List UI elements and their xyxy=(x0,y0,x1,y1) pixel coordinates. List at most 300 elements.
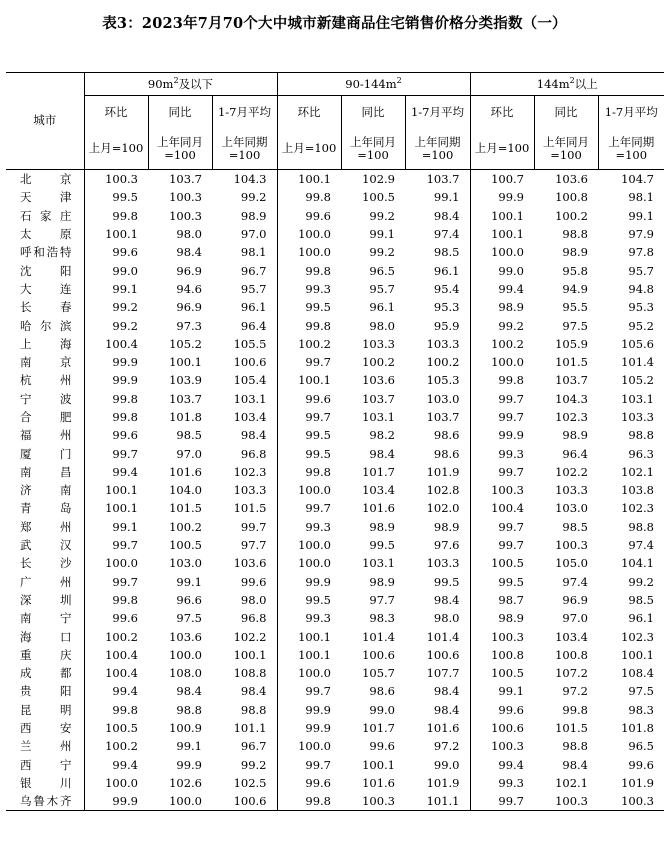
value-cell: 99.5 xyxy=(498,574,524,589)
value-cell: 98.9 xyxy=(369,519,395,534)
city-cell: 青岛 xyxy=(6,499,84,517)
city-cell: 天津 xyxy=(6,188,84,206)
value-cell: 99.1 xyxy=(369,227,395,242)
table-row xyxy=(6,609,664,627)
value-cell: 97.8 xyxy=(628,245,654,260)
table-row xyxy=(6,792,664,811)
table-row xyxy=(6,774,664,792)
city-cell: 厦门 xyxy=(6,444,84,462)
value-cell: 99.7 xyxy=(498,410,524,424)
value-cell: 99.7 xyxy=(498,464,524,479)
table-row xyxy=(6,701,664,719)
value-cell: 99.5 xyxy=(369,538,395,553)
value-cell: 100.2 xyxy=(105,629,138,644)
value-cell: 100.6 xyxy=(212,792,277,811)
value-cell: 105.4 xyxy=(212,371,277,389)
value-cell: 100.9 xyxy=(169,721,202,736)
value-cell: 96.1 xyxy=(405,261,470,279)
value-cell: 94.6 xyxy=(176,281,202,296)
value-cell: 96.8 xyxy=(212,609,277,627)
value-cell: 100.0 xyxy=(491,355,524,370)
value-cell: 102.6 xyxy=(169,775,202,790)
value-cell: 100.0 xyxy=(298,666,331,681)
city-cell: 呼和浩特 xyxy=(6,243,84,261)
city-cell: 上海 xyxy=(6,335,84,353)
value-cell: 101.7 xyxy=(362,721,395,736)
value-cell: 95.3 xyxy=(405,298,470,316)
value-cell: 99.7 xyxy=(305,355,331,370)
table-row xyxy=(6,316,664,334)
value-cell: 100.1 xyxy=(362,757,395,772)
table-row xyxy=(6,371,664,389)
value-cell: 100.1 xyxy=(298,373,331,388)
value-cell: 97.9 xyxy=(628,227,654,242)
value-cell: 98.2 xyxy=(369,428,395,443)
value-cell: 97.6 xyxy=(405,536,470,554)
value-cell: 99.0 xyxy=(369,702,395,717)
value-cell: 98.0 xyxy=(212,591,277,609)
value-cell: 103.1 xyxy=(212,390,277,408)
table-row xyxy=(6,390,664,408)
value-cell: 95.2 xyxy=(628,318,654,333)
value-cell: 99.8 xyxy=(112,410,138,424)
value-cell: 99.7 xyxy=(498,538,524,553)
value-cell: 98.9 xyxy=(498,611,524,626)
value-cell: 100.0 xyxy=(298,227,331,242)
city-cell: 哈尔滨 xyxy=(6,316,84,334)
value-cell: 99.2 xyxy=(369,208,395,223)
value-cell: 99.8 xyxy=(277,792,341,811)
table-row xyxy=(6,664,664,682)
value-cell: 97.3 xyxy=(176,318,202,333)
city-cell: 郑州 xyxy=(6,518,84,536)
value-cell: 101.1 xyxy=(212,719,277,737)
value-cell: 103.6 xyxy=(362,373,395,388)
value-cell: 96.3 xyxy=(628,446,654,461)
value-cell: 103.1 xyxy=(362,556,395,571)
value-cell: 100.1 xyxy=(105,227,138,242)
value-cell: 103.7 xyxy=(405,170,470,189)
city-header: 城市 xyxy=(6,73,84,170)
value-cell: 102.1 xyxy=(621,464,654,479)
value-cell: 100.2 xyxy=(169,519,202,534)
value-cell: 107.7 xyxy=(405,664,470,682)
value-cell: 96.9 xyxy=(176,263,202,278)
city-cell: 宁波 xyxy=(6,390,84,408)
value-cell: 99.7 xyxy=(305,501,331,516)
column-header: 环比 xyxy=(470,96,534,130)
value-cell: 100.5 xyxy=(491,666,524,681)
value-cell: 96.5 xyxy=(628,739,654,754)
value-cell: 99.9 xyxy=(305,721,331,736)
value-cell: 96.9 xyxy=(176,300,202,315)
value-cell: 100.2 xyxy=(298,336,331,351)
value-cell: 98.4 xyxy=(212,682,277,700)
table-body xyxy=(6,170,664,811)
value-cell: 100.1 xyxy=(105,501,138,516)
value-cell: 99.7 xyxy=(212,518,277,536)
value-cell: 98.4 xyxy=(562,757,588,772)
value-cell: 101.6 xyxy=(362,775,395,790)
value-cell: 100.5 xyxy=(169,538,202,553)
city-cell: 石家庄 xyxy=(6,207,84,225)
value-cell: 97.0 xyxy=(562,611,588,626)
value-cell: 100.0 xyxy=(105,775,138,790)
value-cell: 100.3 xyxy=(341,792,405,811)
table-row xyxy=(6,298,664,316)
value-cell: 95.7 xyxy=(212,280,277,298)
value-cell: 99.0 xyxy=(498,263,524,278)
value-cell: 100.3 xyxy=(169,208,202,223)
table-row xyxy=(6,756,664,774)
value-cell: 98.0 xyxy=(405,609,470,627)
value-cell: 99.1 xyxy=(112,519,138,534)
value-cell: 103.7 xyxy=(555,373,588,388)
value-cell: 103.3 xyxy=(621,410,654,424)
value-cell: 95.9 xyxy=(405,316,470,334)
value-cell: 99.8 xyxy=(305,464,331,479)
value-cell: 100.0 xyxy=(298,245,331,260)
value-cell: 103.4 xyxy=(362,483,395,498)
value-cell: 100.3 xyxy=(105,172,138,187)
value-cell: 99.1 xyxy=(176,574,202,589)
value-cell: 100.2 xyxy=(362,355,395,370)
value-cell: 99.8 xyxy=(112,592,138,607)
value-cell: 100.1 xyxy=(491,208,524,223)
value-cell: 108.0 xyxy=(169,666,202,681)
value-cell: 100.2 xyxy=(491,336,524,351)
value-cell: 105.9 xyxy=(555,336,588,351)
value-cell: 103.9 xyxy=(169,373,202,388)
value-cell: 103.6 xyxy=(169,629,202,644)
city-cell: 昆明 xyxy=(6,701,84,719)
value-cell: 99.6 xyxy=(112,245,138,260)
value-cell: 104.1 xyxy=(621,556,654,571)
value-cell: 102.3 xyxy=(555,410,588,424)
value-cell: 100.5 xyxy=(491,556,524,571)
value-cell: 102.2 xyxy=(212,627,277,645)
value-cell: 100.1 xyxy=(298,172,331,187)
value-cell: 102.9 xyxy=(362,172,395,187)
value-cell: 98.9 xyxy=(498,300,524,315)
city-cell: 北京 xyxy=(6,170,84,189)
value-cell: 96.8 xyxy=(212,444,277,462)
value-cell: 94.9 xyxy=(562,281,588,296)
city-cell: 重庆 xyxy=(6,646,84,664)
table-row xyxy=(6,737,664,755)
value-cell: 101.6 xyxy=(362,501,395,516)
base-header: 上年同月=100 xyxy=(148,129,212,170)
value-cell: 103.4 xyxy=(212,408,277,426)
value-cell: 98.9 xyxy=(369,574,395,589)
value-cell: 98.8 xyxy=(628,428,654,443)
value-cell: 99.6 xyxy=(369,739,395,754)
city-cell: 成都 xyxy=(6,664,84,682)
city-cell: 大连 xyxy=(6,280,84,298)
value-cell: 98.4 xyxy=(369,446,395,461)
city-cell: 西安 xyxy=(6,719,84,737)
value-cell: 100.0 xyxy=(148,792,212,811)
value-cell: 103.3 xyxy=(212,481,277,499)
value-cell: 97.2 xyxy=(562,684,588,699)
value-cell: 101.5 xyxy=(212,499,277,517)
value-cell: 98.3 xyxy=(369,611,395,626)
value-cell: 97.7 xyxy=(212,536,277,554)
value-cell: 99.5 xyxy=(305,300,331,315)
table-row xyxy=(6,188,664,206)
value-cell: 99.1 xyxy=(176,739,202,754)
table-row xyxy=(6,536,664,554)
value-cell: 99.9 xyxy=(305,702,331,717)
value-cell: 96.1 xyxy=(212,298,277,316)
value-cell: 95.5 xyxy=(562,300,588,315)
table-row xyxy=(6,646,664,664)
value-cell: 99.8 xyxy=(498,373,524,388)
value-cell: 103.3 xyxy=(405,554,470,572)
value-cell: 100.0 xyxy=(298,739,331,754)
table-row xyxy=(6,353,664,371)
header-group-row xyxy=(6,73,664,96)
value-cell: 99.8 xyxy=(562,702,588,717)
value-cell: 103.7 xyxy=(405,408,470,426)
table-row xyxy=(6,207,664,225)
value-cell: 102.2 xyxy=(555,464,588,479)
value-cell: 96.1 xyxy=(628,611,654,626)
value-cell: 99.7 xyxy=(112,538,138,553)
value-cell: 103.7 xyxy=(169,391,202,406)
value-cell: 101.8 xyxy=(169,410,202,424)
value-cell: 100.7 xyxy=(491,172,524,187)
value-cell: 96.7 xyxy=(212,737,277,755)
value-cell: 98.8 xyxy=(562,227,588,242)
city-cell: 福州 xyxy=(6,426,84,444)
city-cell: 南京 xyxy=(6,353,84,371)
value-cell: 99.7 xyxy=(498,391,524,406)
group-header-small: $90m^2$及以下 xyxy=(84,73,277,96)
table-row xyxy=(6,261,664,279)
value-cell: 98.9 xyxy=(212,207,277,225)
city-cell: 济南 xyxy=(6,481,84,499)
value-cell: 98.6 xyxy=(405,426,470,444)
value-cell: 98.6 xyxy=(405,444,470,462)
value-cell: 99.6 xyxy=(305,775,331,790)
value-cell: 97.5 xyxy=(176,611,202,626)
column-header: 1-7月平均 xyxy=(212,96,277,130)
value-cell: 100.1 xyxy=(105,483,138,498)
value-cell: 100.4 xyxy=(105,666,138,681)
value-cell: 98.0 xyxy=(369,318,395,333)
value-cell: 100.6 xyxy=(212,353,277,371)
value-cell: 104.3 xyxy=(212,170,277,189)
value-cell: 99.9 xyxy=(498,428,524,443)
city-cell: 合肥 xyxy=(6,408,84,426)
value-cell: 97.0 xyxy=(212,225,277,243)
value-cell: 102.0 xyxy=(405,499,470,517)
value-cell: 100.1 xyxy=(621,647,654,662)
value-cell: 99.3 xyxy=(498,446,524,461)
value-cell: 101.5 xyxy=(555,355,588,370)
table-row xyxy=(6,499,664,517)
city-cell: 长沙 xyxy=(6,554,84,572)
value-cell: 105.7 xyxy=(362,666,395,681)
table-row xyxy=(6,554,664,572)
value-cell: 99.7 xyxy=(498,519,524,534)
value-cell: 103.0 xyxy=(169,556,202,571)
value-cell: 102.8 xyxy=(405,481,470,499)
value-cell: 99.5 xyxy=(305,428,331,443)
value-cell: 101.4 xyxy=(362,629,395,644)
value-cell: 104.0 xyxy=(169,483,202,498)
value-cell: 99.5 xyxy=(305,592,331,607)
group-header-medium: $90-144m^2$ xyxy=(277,73,470,96)
value-cell: 103.6 xyxy=(555,172,588,187)
value-cell: 100.2 xyxy=(555,208,588,223)
value-cell: 98.8 xyxy=(562,739,588,754)
table-row xyxy=(6,682,664,700)
value-cell: 100.3 xyxy=(534,792,598,811)
value-cell: 101.5 xyxy=(169,501,202,516)
value-cell: 99.2 xyxy=(212,188,277,206)
value-cell: 95.7 xyxy=(369,281,395,296)
base-header: 上年同月=100 xyxy=(534,129,598,170)
value-cell: 99.4 xyxy=(112,464,138,479)
value-cell: 98.5 xyxy=(176,428,202,443)
value-cell: 99.3 xyxy=(305,611,331,626)
table-row xyxy=(6,444,664,462)
value-cell: 98.8 xyxy=(628,519,654,534)
value-cell: 99.9 xyxy=(112,355,138,370)
value-cell: 99.8 xyxy=(305,190,331,205)
city-cell: 沈阳 xyxy=(6,261,84,279)
value-cell: 100.4 xyxy=(105,336,138,351)
value-cell: 100.4 xyxy=(491,501,524,516)
value-cell: 97.7 xyxy=(369,592,395,607)
value-cell: 99.9 xyxy=(84,792,148,811)
value-cell: 100.2 xyxy=(405,353,470,371)
value-cell: 98.5 xyxy=(628,592,654,607)
table-row xyxy=(6,591,664,609)
value-cell: 98.5 xyxy=(562,519,588,534)
value-cell: 108.4 xyxy=(621,666,654,681)
value-cell: 96.7 xyxy=(212,261,277,279)
value-cell: 103.0 xyxy=(555,501,588,516)
value-cell: 100.1 xyxy=(212,646,277,664)
value-cell: 98.4 xyxy=(405,591,470,609)
value-cell: 97.2 xyxy=(405,737,470,755)
column-header: 环比 xyxy=(277,96,341,130)
city-cell: 深圳 xyxy=(6,591,84,609)
value-cell: 103.8 xyxy=(621,483,654,498)
value-cell: 99.6 xyxy=(498,702,524,717)
column-header: 同比 xyxy=(148,96,212,130)
table-row xyxy=(6,243,664,261)
base-header: 上年同期=100 xyxy=(212,129,277,170)
value-cell: 95.4 xyxy=(405,280,470,298)
value-cell: 99.6 xyxy=(112,611,138,626)
value-cell: 96.5 xyxy=(369,263,395,278)
value-cell: 105.2 xyxy=(621,373,654,388)
value-cell: 100.3 xyxy=(598,792,664,811)
value-cell: 99.2 xyxy=(369,245,395,260)
value-cell: 100.3 xyxy=(491,483,524,498)
table-row xyxy=(6,335,664,353)
value-cell: 98.4 xyxy=(212,426,277,444)
value-cell: 101.9 xyxy=(405,463,470,481)
table-row xyxy=(6,463,664,481)
value-cell: 100.3 xyxy=(491,739,524,754)
header-base-row xyxy=(6,129,664,170)
value-cell: 98.1 xyxy=(212,243,277,261)
city-cell: 海口 xyxy=(6,627,84,645)
value-cell: 99.8 xyxy=(112,391,138,406)
table-row xyxy=(6,573,664,591)
value-cell: 98.1 xyxy=(628,190,654,205)
value-cell: 98.4 xyxy=(405,682,470,700)
city-cell: 太原 xyxy=(6,225,84,243)
city-cell: 西宁 xyxy=(6,756,84,774)
value-cell: 103.4 xyxy=(555,629,588,644)
value-cell: 99.9 xyxy=(498,190,524,205)
value-cell: 103.7 xyxy=(362,391,395,406)
column-header: 1-7月平均 xyxy=(405,96,470,130)
base-header: 上月=100 xyxy=(470,129,534,170)
value-cell: 99.2 xyxy=(112,318,138,333)
value-cell: 98.4 xyxy=(405,701,470,719)
value-cell: 96.9 xyxy=(562,592,588,607)
value-cell: 99.2 xyxy=(498,318,524,333)
value-cell: 102.3 xyxy=(621,501,654,516)
value-cell: 98.9 xyxy=(405,518,470,536)
value-cell: 99.8 xyxy=(305,263,331,278)
value-cell: 99.7 xyxy=(305,684,331,699)
value-cell: 99.5 xyxy=(305,446,331,461)
value-cell: 102.3 xyxy=(212,463,277,481)
value-cell: 103.3 xyxy=(555,483,588,498)
value-cell: 99.4 xyxy=(498,757,524,772)
value-cell: 101.5 xyxy=(555,721,588,736)
value-cell: 100.6 xyxy=(362,647,395,662)
base-header: 上年同期=100 xyxy=(405,129,470,170)
value-cell: 103.6 xyxy=(212,554,277,572)
value-cell: 97.5 xyxy=(628,684,654,699)
value-cell: 97.4 xyxy=(405,225,470,243)
value-cell: 103.3 xyxy=(362,336,395,351)
value-cell: 98.0 xyxy=(176,227,202,242)
city-cell: 广州 xyxy=(6,573,84,591)
city-cell: 乌鲁木齐 xyxy=(6,792,84,811)
value-cell: 101.1 xyxy=(405,792,470,811)
value-cell: 98.8 xyxy=(212,701,277,719)
value-cell: 99.7 xyxy=(112,574,138,589)
value-cell: 98.8 xyxy=(176,702,202,717)
value-cell: 100.1 xyxy=(169,355,202,370)
table-row xyxy=(6,225,664,243)
value-cell: 99.5 xyxy=(405,573,470,591)
column-header: 同比 xyxy=(534,96,598,130)
value-cell: 99.9 xyxy=(176,757,202,772)
base-header: 上年同期=100 xyxy=(598,129,664,170)
table-row xyxy=(6,170,664,189)
table-row xyxy=(6,426,664,444)
base-header: 上年同月=100 xyxy=(341,129,405,170)
value-cell: 94.8 xyxy=(628,281,654,296)
value-cell: 100.0 xyxy=(298,556,331,571)
value-cell: 102.1 xyxy=(555,775,588,790)
value-cell: 100.3 xyxy=(491,629,524,644)
value-cell: 99.8 xyxy=(112,208,138,223)
value-cell: 99.7 xyxy=(305,757,331,772)
value-cell: 98.9 xyxy=(562,428,588,443)
